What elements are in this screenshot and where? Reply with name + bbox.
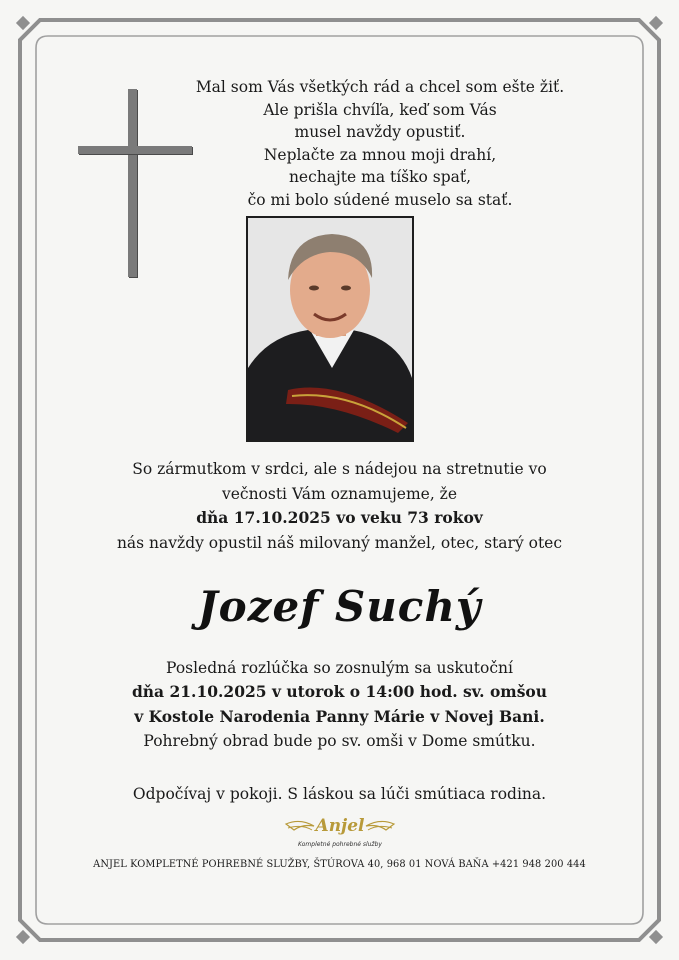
intro-line: večnosti Vám oznamujeme, že (221, 484, 458, 503)
farewell-line: Pohrebný obrad bude po sv. omši v Dome smútku. (143, 731, 536, 750)
footer-contact: ANJEL KOMPLETNÉ POHREBNÉ SLUŽBY, ŠTÚROVA 40, 968 01 NOVÁ BAŇA +421 948 200 444 (93, 859, 586, 870)
poem-line: musel navždy opustiť. (294, 123, 466, 142)
deceased-name: Jozef Suchý (197, 582, 482, 631)
farewell-line: Posledná rozlúčka so zosnulým sa uskutoční (166, 659, 513, 677)
poem-line: nechajte ma tíško spať, (288, 168, 472, 187)
poem-line: čo mi bolo súdené muselo sa stať. (247, 190, 513, 209)
poem-line: Ale prišla chvíľa, keď som Vás (263, 100, 497, 119)
intro-line: So zármutkom v srdci, ale s nádejou na stretnutie vo (132, 460, 547, 478)
closing-message: Odpočívaj v pokoji. S láskou sa lúči smútiaca rodina. (132, 785, 547, 803)
portrait-illustration (248, 218, 412, 440)
announcement-intro (40, 457, 639, 555)
farewell-place: v Kostole Narodenia Panny Márie v Novej Bani. (134, 706, 545, 726)
farewell-date: dňa 21.10.2025 v utorok o 14:00 hod. sv. omšou (131, 682, 548, 702)
funeral-service-logo (280, 812, 400, 856)
logo-name: Anjel (315, 816, 365, 836)
death-date-age: dňa 17.10.2025 vo veku 73 rokov (196, 508, 483, 527)
intro-line: nás navždy opustil náš milovaný manžel, otec, starý otec (116, 533, 563, 552)
cross-vertical-bar (128, 89, 137, 277)
poem-line: Neplačte za mnou moji drahí, (263, 145, 497, 164)
farewell-info (40, 656, 639, 753)
poem (150, 76, 610, 212)
logo-subtitle: Kompletné pohrebné služby (298, 841, 382, 848)
portrait-photo (246, 216, 414, 442)
poem-line: Mal som Vás všetkých rád a chcel som ešte žiť. (195, 78, 565, 96)
